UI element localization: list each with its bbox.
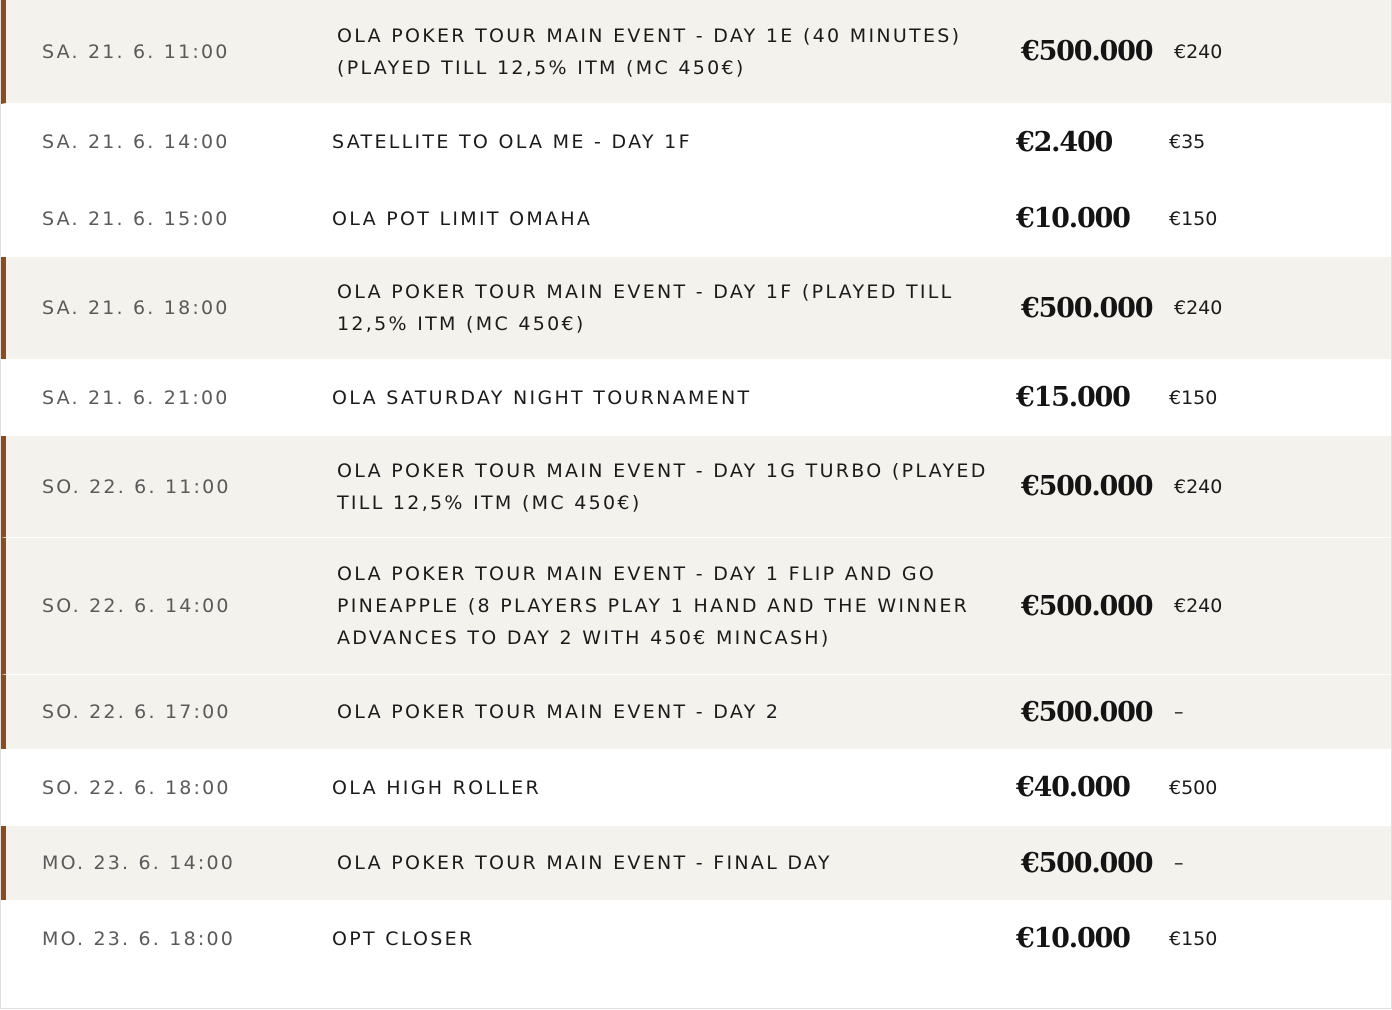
row-event-name: OLA POKER TOUR MAIN EVENT - DAY 1G TURBO (PLAYED TILL 12,5% ITM (MC 450€) [337, 459, 988, 514]
row-event-name: OLA POKER TOUR MAIN EVENT - DAY 1E (40 MINUTES) (PLAYED TILL 12,5% ITM (MC 450€) [337, 24, 962, 79]
row-buy-in: €500 [1169, 776, 1218, 799]
schedule-row[interactable] [1, 538, 1391, 675]
row-buy-in: €240 [1174, 40, 1223, 63]
row-prize-pool: €500.000 [1021, 696, 1153, 728]
row-event-name: OLA POKER TOUR MAIN EVENT - DAY 2 [337, 701, 781, 723]
schedule-row[interactable] [1, 436, 1391, 538]
row-event-name: OPT CLOSER [332, 927, 475, 950]
row-prize-pool: €500.000 [1021, 847, 1153, 879]
row-date: SO. 22. 6. 14:00 [42, 595, 231, 617]
row-date: SA. 21. 6. 11:00 [42, 40, 230, 63]
row-prize-pool: €40.000 [1016, 772, 1130, 803]
row-prize-pool: €500.000 [1021, 590, 1153, 622]
row-buy-in: €240 [1174, 475, 1223, 498]
schedule-row[interactable] [1, 257, 1391, 359]
schedule-row[interactable] [1, 180, 1391, 257]
schedule-row[interactable] [1, 104, 1391, 180]
row-event-name: OLA POT LIMIT OMAHA [332, 207, 593, 230]
row-prize-pool: €2.400 [1016, 126, 1113, 158]
row-date: SA. 21. 6. 15:00 [42, 207, 230, 230]
row-event-name: OLA HIGH ROLLER [332, 776, 541, 799]
row-buy-in: €35 [1169, 131, 1206, 153]
row-prize-pool: €500.000 [1021, 36, 1153, 67]
row-prize-pool: €10.000 [1016, 203, 1130, 234]
schedule-row[interactable] [1, 826, 1391, 900]
row-buy-in: €240 [1174, 595, 1223, 617]
row-date: SO. 22. 6. 11:00 [42, 475, 231, 498]
row-event-name: OLA POKER TOUR MAIN EVENT - FINAL DAY [337, 852, 832, 874]
row-date: SO. 22. 6. 18:00 [42, 776, 231, 799]
row-buy-in: €150 [1169, 386, 1218, 409]
row-event-name: SATELLITE TO OLA ME - DAY 1F [332, 131, 692, 153]
row-prize-pool: €10.000 [1016, 923, 1130, 954]
row-date: SA. 21. 6. 14:00 [42, 131, 230, 153]
row-prize-pool: €15.000 [1016, 382, 1130, 413]
schedule-row[interactable] [1, 0, 1391, 104]
row-event-name: OLA POKER TOUR MAIN EVENT - DAY 1 FLIP AND GO PINEAPPLE (8 PLAYERS PLAY 1 HAND AND THE WINNER ADVANCES TO DAY 2 WITH 450€ MINCASH) [337, 563, 970, 649]
schedule-row[interactable] [1, 749, 1391, 826]
row-prize-pool: €500.000 [1021, 292, 1153, 324]
row-buy-in: – [1174, 852, 1184, 874]
row-buy-in: €150 [1169, 207, 1218, 230]
row-date: SO. 22. 6. 17:00 [42, 701, 231, 723]
schedule-row[interactable] [1, 675, 1391, 749]
schedule-row[interactable] [1, 359, 1391, 436]
schedule-row[interactable] [1, 900, 1391, 977]
row-event-name: OLA SATURDAY NIGHT TOURNAMENT [332, 386, 752, 409]
row-date: SA. 21. 6. 18:00 [42, 297, 230, 319]
row-buy-in: €240 [1174, 297, 1223, 319]
row-buy-in: €150 [1169, 927, 1218, 950]
row-date: MO. 23. 6. 18:00 [42, 927, 236, 950]
row-event-name: OLA POKER TOUR MAIN EVENT - DAY 1F (PLAYED TILL 12,5% ITM (MC 450€) [337, 281, 954, 335]
row-buy-in: – [1174, 701, 1184, 723]
row-date: MO. 23. 6. 14:00 [42, 852, 236, 874]
row-prize-pool: €500.000 [1021, 471, 1153, 502]
row-date: SA. 21. 6. 21:00 [42, 386, 230, 409]
